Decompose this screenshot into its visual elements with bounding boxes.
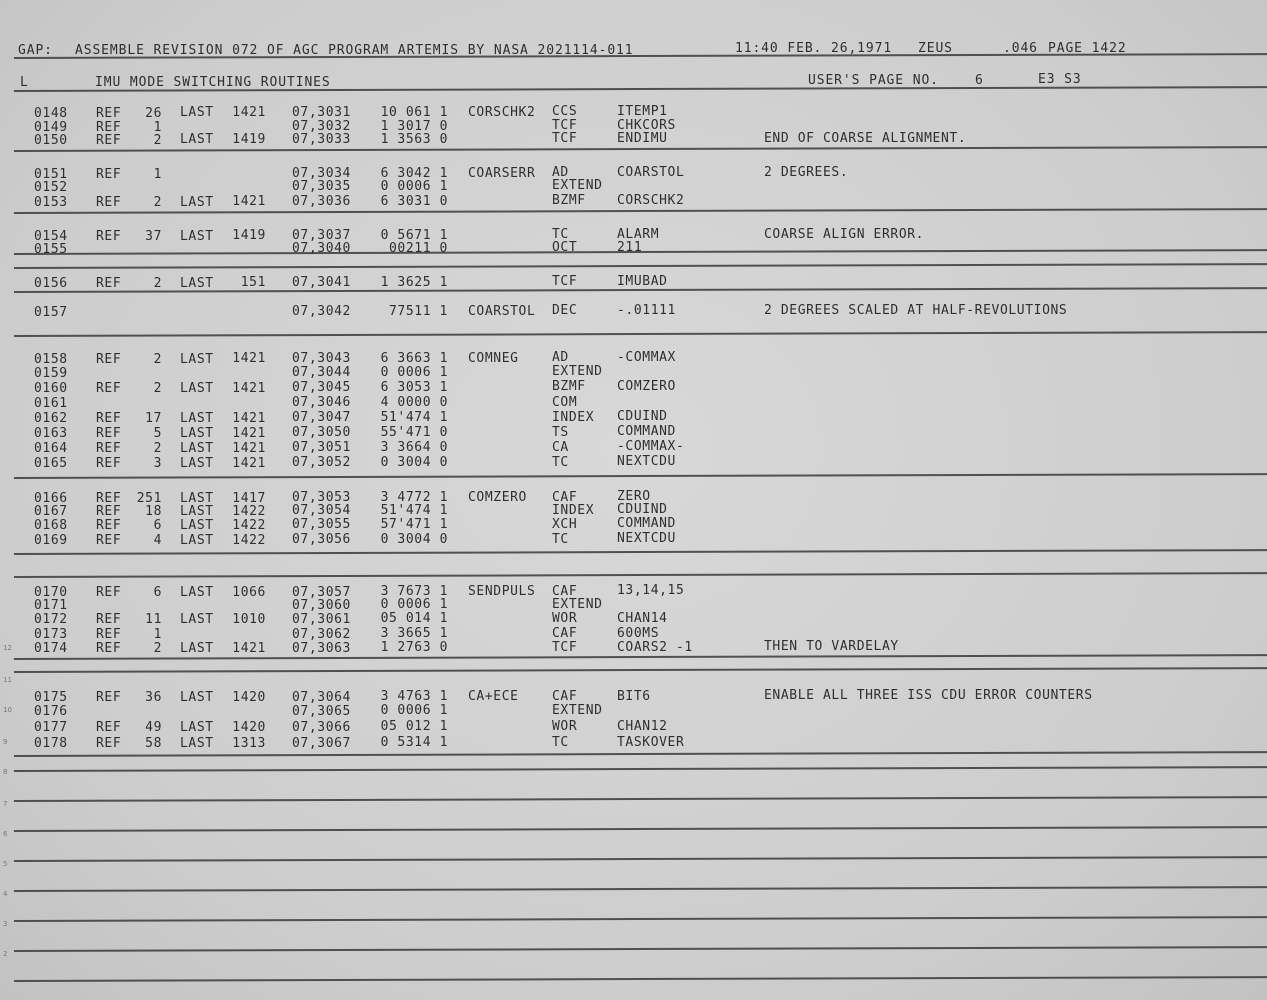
line-number: 0159 [34,366,68,382]
last-page: 1422 [232,532,266,548]
last-page: 1421 [232,351,266,367]
operand: CHAN12 [617,718,668,734]
subheader-title: IMU MODE SWITCHING ROUTINES [95,75,331,90]
last-label: LAST [180,736,214,752]
address: 07,3061 [292,611,351,627]
opcode: BZMF [552,193,586,209]
rule-line [14,263,1267,268]
operand: TASKOVER [617,734,685,750]
machine-code: 6 3053 1 [380,380,448,396]
comment: 2 DEGREES SCALED AT HALF-REVOLUTIONS [764,302,1068,318]
address: 07,3047 [292,410,351,426]
ref-count: 5 [153,425,162,441]
address: 07,3032 [292,119,351,135]
ref-label: REF [96,690,122,706]
opcode: CAF [552,625,578,641]
machine-code: 3 7673 1 [380,584,448,600]
last-page: 1421 [232,105,266,121]
line-number: 0155 [34,242,68,258]
ref-label: REF [96,275,122,291]
operand: NEXTCDU [617,454,676,470]
operand: ZERO [617,489,651,505]
line-number: 0170 [34,585,68,601]
source-label: COMZERO [468,489,527,505]
machine-code: 57'471 1 [380,517,448,533]
address: 07,3053 [292,490,351,506]
header-page: PAGE 1422 [1048,41,1127,56]
line-number: 0177 [34,720,68,736]
operand: CDUIND [617,502,668,518]
ref-label: REF [96,351,122,367]
margin-mark: 12 [3,644,12,652]
address: 07,3034 [292,166,351,182]
last-label: LAST [180,517,214,533]
machine-code: 0 0006 1 [380,703,448,719]
source-label: COARSTOL [468,303,536,319]
line-number: 0176 [34,704,68,720]
address: 07,3050 [292,425,351,441]
opcode: CAF [552,583,578,599]
subheader-l: L [20,75,29,90]
address: 07,3066 [292,719,351,735]
comment: ENABLE ALL THREE ISS CDU ERROR COUNTERS [764,688,1093,704]
operand: CORSCHK2 [617,193,685,209]
users-page-label: USER'S PAGE NO. [808,73,939,88]
address: 07,3037 [292,228,351,244]
margin-mark: 9 [3,738,8,746]
machine-code: 55'471 0 [380,425,448,441]
last-page: 1421 [232,410,266,426]
margin-mark: 10 [3,706,12,714]
address: 07,3055 [292,517,351,533]
opcode: XCH [552,516,578,532]
address: 07,3045 [292,380,351,396]
ref-label: REF [96,119,122,135]
last-label: LAST [180,689,214,705]
rule-line [14,856,1267,861]
opcode: TCF [552,118,578,134]
opcode: TCF [552,274,578,290]
rule-line [14,549,1267,554]
ref-label: REF [96,504,122,520]
machine-code: 1 2763 0 [380,640,448,656]
ref-count: 49 [145,720,162,736]
last-label: LAST [180,194,214,210]
operand: ITEMP1 [617,104,668,120]
machine-code: 1 3017 0 [380,118,448,134]
machine-code: 0 0006 1 [380,365,448,381]
machine-code: 00211 0 [389,240,448,256]
opcode: INDEX [552,409,595,425]
ref-count: 2 [153,194,162,210]
opcode: BZMF [552,379,586,395]
rule-line [14,667,1267,672]
machine-code: 0 5671 1 [380,227,448,243]
opcode: COM [552,394,578,410]
ref-label: REF [96,456,122,472]
line-number: 0174 [34,641,68,657]
rule-line [14,473,1267,478]
ref-count: 2 [153,641,162,657]
last-label: LAST [180,275,214,291]
line-number: 0154 [34,229,68,244]
address: 07,3035 [292,179,351,195]
rule-line [14,826,1267,831]
machine-code: 3 4763 1 [380,689,448,705]
address: 07,3042 [292,304,351,320]
last-label: LAST [180,351,214,367]
last-page: 1010 [232,611,266,627]
operand: -COMMAX [617,350,676,366]
operand: COARSTOL [617,165,685,181]
rule-line [14,751,1267,756]
line-number: 0157 [34,305,68,321]
last-label: LAST [180,532,214,548]
ref-label: REF [96,410,122,426]
last-page: 1419 [232,132,266,148]
last-label: LAST [180,720,214,735]
machine-code: 3 3665 1 [380,626,448,642]
machine-code: 05 012 1 [380,719,448,735]
line-number: 0163 [34,426,68,442]
opcode: TC [552,454,569,470]
ref-label: REF [96,166,122,182]
last-label: LAST [180,105,214,121]
comment: 2 DEGREES. [764,164,849,180]
address: 07,3054 [292,503,351,519]
machine-code: 77511 1 [389,303,448,319]
operand: ALARM [617,227,660,243]
line-number: 0162 [34,411,68,427]
comment: THEN TO VARDELAY [764,639,899,655]
last-page: 1419 [232,228,266,244]
machine-code: 6 3042 1 [380,165,448,181]
address: 07,3057 [292,584,351,600]
address: 07,3041 [292,275,351,291]
header-seq: .046 [1003,41,1038,56]
line-number: 0178 [34,736,68,752]
line-number: 0148 [34,105,68,121]
header-user: ZEUS [918,41,953,56]
address: 07,3051 [292,440,351,456]
line-number: 0169 [34,533,68,549]
rule-line [14,572,1267,577]
last-label: LAST [180,410,214,426]
line-number: 0156 [34,276,68,292]
operand: COMMAND [617,516,676,532]
address: 07,3067 [292,735,351,751]
comment: COARSE ALIGN ERROR. [764,226,925,242]
last-page: 1420 [232,719,266,735]
ref-count: 4 [153,532,162,548]
line-number: 0172 [34,612,68,628]
last-label: LAST [180,584,214,600]
opcode: EXTEND [552,702,603,718]
operand: 211 [617,240,643,256]
ref-label: REF [96,380,122,396]
machine-code: 10 061 1 [380,104,448,120]
margin-mark: 6 [3,830,8,838]
margin-mark: 3 [3,920,8,928]
address: 07,3065 [292,703,351,719]
ref-count: 251 [136,490,162,506]
source-label: COMNEG [468,350,519,366]
opcode: TCF [552,639,578,655]
ref-label: REF [96,105,122,121]
operand: COMZERO [617,379,676,395]
opcode: CAF [552,688,578,704]
users-page-number: 6 [975,73,984,88]
operand: CHKCORS [617,118,676,134]
ref-count: 58 [145,736,162,752]
ref-label: REF [96,132,122,148]
last-page: 1420 [232,689,266,705]
line-number: 0167 [34,504,68,520]
machine-code: 0 5314 1 [380,735,448,751]
machine-code: 0 3004 0 [380,455,448,471]
address: 07,3063 [292,640,351,656]
last-label: LAST [180,440,214,456]
address: 07,3036 [292,194,351,210]
ref-count: 1 [153,119,162,135]
line-number: 0171 [34,598,68,614]
opcode: TS [552,424,569,440]
last-page: 1313 [232,735,266,751]
operand: IMUBAD [617,274,668,290]
ref-count: 2 [153,132,162,148]
rule-line [14,946,1267,951]
operand: -.01111 [617,303,676,319]
ref-count: 18 [145,503,162,519]
ref-count: 17 [145,410,162,426]
last-label: LAST [180,611,214,627]
machine-code: 6 3663 1 [380,351,448,366]
line-number: 0164 [34,441,68,457]
opcode: EXTEND [552,596,603,612]
margin-mark: 11 [3,676,12,684]
header-assemble: ASSEMBLE REVISION 072 OF AGC PROGRAM ARTEMIS BY NASA 2021114-011 [75,43,634,58]
opcode: WOR [552,718,578,734]
rule-line [14,796,1267,801]
last-label: LAST [180,425,214,441]
rule-line [14,976,1267,981]
ref-label: REF [96,585,122,601]
opcode: DEC [552,303,578,319]
opcode: TC [552,734,569,750]
rule-line [14,766,1267,771]
opcode: AD [552,350,569,366]
source-label: SENDPULS [468,583,536,599]
operand: CDUIND [617,409,668,425]
ref-label: REF [96,641,122,657]
line-number: 0166 [34,491,68,507]
address: 07,3064 [292,689,351,705]
opcode: TCF [552,131,578,147]
address: 07,3033 [292,132,351,148]
header-time: 11:40 FEB. 26,1971 [735,41,893,56]
margin-mark: 5 [3,860,8,868]
machine-code: 1 3625 1 [380,274,448,290]
line-number: 0173 [34,627,68,643]
machine-code: 1 3563 0 [380,131,448,147]
line-number: 0152 [34,179,68,195]
last-page: 1421 [232,425,266,441]
line-number: 0150 [34,132,68,148]
ref-label: REF [96,228,122,244]
margin-mark: 8 [3,768,8,776]
margin-mark: 2 [3,950,8,958]
rule-line [14,331,1267,336]
line-number: 0160 [34,381,68,397]
ref-label: REF [96,720,122,736]
machine-code: 3 4772 1 [380,490,448,506]
ref-count: 2 [153,275,162,291]
operand: 13,14,15 [617,583,685,599]
rule-line [14,886,1267,891]
opcode: CCS [552,104,578,120]
line-number: 0168 [34,518,68,534]
ref-label: REF [96,518,122,534]
operand: BIT6 [617,688,651,704]
machine-code: 0 3004 0 [380,532,448,548]
ref-label: REF [96,533,122,549]
operand: NEXTCDU [617,531,676,547]
margin-mark: 4 [3,890,8,898]
ref-count: 2 [153,440,162,456]
line-number: 0161 [34,396,68,412]
ref-label: REF [96,441,122,457]
last-label: LAST [180,380,214,396]
opcode: EXTEND [552,178,603,194]
last-page: 1421 [232,380,266,396]
machine-code: 0 0006 1 [380,178,448,194]
source-label: CORSCHK2 [468,104,536,120]
line-number: 0165 [34,456,68,472]
ref-count: 1 [153,627,162,643]
operand: ENDIMU [617,131,668,147]
opcode: CA [552,439,569,455]
last-label: LAST [180,503,214,519]
opcode: WOR [552,610,578,626]
address: 07,3056 [292,532,351,548]
last-page: 1066 [232,584,266,600]
opcode: CAF [552,489,578,505]
ref-label: REF [96,194,122,210]
ref-count: 6 [153,517,162,533]
address: 07,3060 [292,597,351,613]
ref-count: 6 [153,585,162,600]
last-label: LAST [180,455,214,471]
last-page: 1421 [232,640,266,656]
opcode: AD [552,165,569,181]
line-number: 0158 [34,352,68,368]
last-page: 1422 [232,503,266,519]
machine-code: 3 3664 0 [380,440,448,456]
address: 07,3040 [292,241,351,257]
last-page: 1421 [232,194,266,210]
line-number: 0151 [34,166,68,182]
ref-count: 36 [145,690,162,706]
machine-code: 6 3031 0 [380,193,448,209]
ref-count: 26 [145,105,162,121]
machine-code: 51'474 1 [380,410,448,426]
ref-label: REF [96,627,122,643]
last-label: LAST [180,640,214,656]
operand: 600MS [617,625,660,641]
line-number: 0175 [34,690,68,706]
last-label: LAST [180,228,214,244]
last-label: LAST [180,132,214,148]
ref-count: 1 [153,166,162,182]
operand: CHAN14 [617,610,668,626]
rule-line [14,916,1267,921]
last-label: LAST [180,490,214,506]
machine-code: 4 0000 0 [380,395,448,411]
comment: END OF COARSE ALIGNMENT. [764,130,967,146]
machine-code: 05 014 1 [380,611,448,627]
opcode: EXTEND [552,364,603,380]
ref-label: REF [96,491,122,507]
operand: COMMAND [617,424,676,440]
opcode: INDEX [552,502,595,518]
address: 07,3062 [292,626,351,642]
source-label: COARSERR [468,165,536,181]
source-label: CA+ECE [468,689,519,705]
ref-count: 2 [153,351,162,367]
machine-code: 0 0006 1 [380,597,448,613]
last-page: 1417 [232,490,266,506]
last-page: 1422 [232,517,266,533]
margin-mark: 7 [3,800,8,808]
opcode: TC [552,227,569,243]
opcode: TC [552,531,569,547]
line-number: 0149 [34,119,68,135]
ref-count: 11 [145,612,162,628]
address: 07,3052 [292,455,351,471]
line-number: 0153 [34,194,68,210]
address: 07,3046 [292,395,351,411]
last-page: 1421 [232,440,266,456]
machine-code: 51'474 1 [380,503,448,519]
header-gap: GAP: [18,43,53,58]
operand: COARS2 -1 [617,639,693,655]
ref-count: 3 [153,455,162,471]
operand: -COMMAX- [617,439,685,455]
ref-count: 37 [145,228,162,244]
ref-label: REF [96,736,122,752]
address: 07,3043 [292,351,351,367]
ref-label: REF [96,612,122,628]
address: 07,3031 [292,105,351,121]
e3-s3-label: E3 S3 [1038,72,1082,87]
ref-count: 2 [153,380,162,396]
opcode: OCT [552,240,578,256]
last-page: 1421 [232,455,266,471]
last-page: 151 [240,275,266,291]
address: 07,3044 [292,365,351,381]
ref-label: REF [96,425,122,441]
